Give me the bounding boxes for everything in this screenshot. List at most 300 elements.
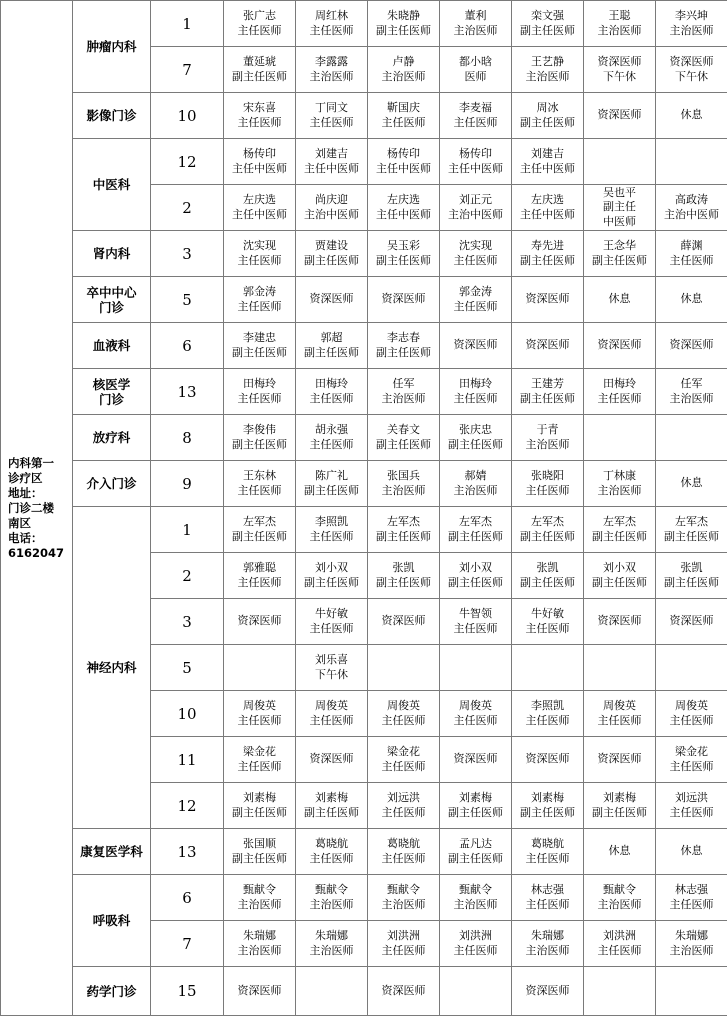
doctor-title: 副主任医师 (368, 254, 439, 269)
doctor-name: 刘正元 (440, 193, 511, 208)
doctor-title: 主任医师 (368, 714, 439, 729)
department-name-line: 肿瘤内科 (73, 39, 150, 54)
doctor-title: 主治医师 (440, 484, 511, 499)
doctor-title: 主任医师 (296, 530, 367, 545)
doctor-cell (656, 185, 727, 231)
doctor-name: 李志春 (368, 331, 439, 346)
doctor-name: 寿先进 (512, 239, 583, 254)
room-number: 2 (151, 553, 224, 599)
doctor-cell (224, 277, 296, 323)
doctor-name: 周俊英 (656, 699, 727, 714)
doctor-title: 主任中医师 (368, 208, 439, 223)
doctor-title: 副主任医师 (224, 346, 295, 361)
doctor-title: 主任医师 (656, 806, 727, 821)
department-name (73, 277, 151, 323)
doctor-cell (440, 967, 512, 1016)
doctor-cell (512, 231, 584, 277)
clinic-area-line: 南区 (8, 516, 72, 531)
doctor-cell (224, 553, 296, 599)
department-name (73, 875, 151, 967)
doctor-name: 甄献令 (440, 883, 511, 898)
table-row (1, 277, 727, 323)
doctor-name: 李照凯 (296, 515, 367, 530)
doctor-cell (440, 277, 512, 323)
table-row (1, 967, 727, 1016)
doctor-title: 主治医师 (440, 898, 511, 913)
doctor-cell (224, 139, 296, 185)
doctor-name: 张广志 (224, 9, 295, 24)
doctor-cell (440, 599, 512, 645)
doctor-name: 牛好敏 (512, 607, 583, 622)
schedule-body (1, 1, 727, 1016)
doctor-name: 田梅玲 (584, 377, 655, 392)
doctor-cell (656, 967, 727, 1016)
doctor-name: 郭雅聪 (224, 561, 295, 576)
doctor-title: 副主任医师 (440, 576, 511, 591)
doctor-cell (440, 783, 512, 829)
doctor-title: 副主任医师 (296, 484, 367, 499)
doctor-name: 宋东喜 (224, 101, 295, 116)
doctor-title: 主任医师 (368, 852, 439, 867)
doctor-title: 主任医师 (440, 300, 511, 315)
doctor-title: 副主任医师 (656, 530, 727, 545)
doctor-title: 主任医师 (368, 944, 439, 959)
doctor-name: 王艺静 (512, 55, 583, 70)
doctor-cell (656, 139, 727, 185)
doctor-cell (368, 93, 440, 139)
doctor-title: 主治医师 (368, 898, 439, 913)
department-name (73, 93, 151, 139)
doctor-cell (296, 599, 368, 645)
doctor-name: 薛渊 (656, 239, 727, 254)
doctor-cell (584, 507, 656, 553)
doctor-title: 主治医师 (296, 944, 367, 959)
doctor-title: 副主任医师 (512, 254, 583, 269)
doctor-name: 朱瑞娜 (656, 929, 727, 944)
doctor-cell (656, 783, 727, 829)
department-name-line: 肾内科 (73, 246, 150, 261)
doctor-cell (296, 507, 368, 553)
doctor-cell (440, 415, 512, 461)
doctor-cell (368, 875, 440, 921)
doctor-title: 主任医师 (296, 392, 367, 407)
room-number: 6 (151, 875, 224, 921)
doctor-name: 资深医师 (512, 984, 583, 999)
doctor-cell (656, 645, 727, 691)
doctor-cell (440, 231, 512, 277)
doctor-name: 刘洪洲 (440, 929, 511, 944)
doctor-cell (512, 875, 584, 921)
doctor-cell (224, 323, 296, 369)
doctor-name: 周俊英 (296, 699, 367, 714)
doctor-name: 刘素梅 (296, 791, 367, 806)
doctor-title: 主任医师 (440, 714, 511, 729)
doctor-title: 主治中医师 (656, 208, 727, 223)
doctor-cell (368, 1, 440, 47)
table-row (1, 1, 727, 47)
room-number: 13 (151, 829, 224, 875)
doctor-name: 张国顺 (224, 837, 295, 852)
doctor-cell (296, 369, 368, 415)
doctor-title: 副主任医师 (224, 70, 295, 85)
department-name-line: 血液科 (73, 338, 150, 353)
doctor-name: 高政涛 (656, 193, 727, 208)
doctor-title: 副主任医师 (440, 438, 511, 453)
doctor-cell (656, 875, 727, 921)
department-name (73, 415, 151, 461)
doctor-title: 副主任医师 (296, 576, 367, 591)
table-row (1, 875, 727, 921)
doctor-name: 休息 (656, 108, 727, 123)
room-number: 15 (151, 967, 224, 1016)
doctor-title: 主治医师 (296, 898, 367, 913)
doctor-name: 刘小双 (584, 561, 655, 576)
doctor-name: 左军杰 (512, 515, 583, 530)
doctor-title: 主任医师 (440, 392, 511, 407)
doctor-title-extra: 中医师 (584, 215, 655, 230)
department-name (73, 231, 151, 277)
doctor-cell (512, 93, 584, 139)
doctor-cell (296, 277, 368, 323)
doctor-title: 副主任医师 (584, 806, 655, 821)
doctor-name: 梁金花 (656, 745, 727, 760)
doctor-title: 主任医师 (296, 116, 367, 131)
doctor-name: 任军 (368, 377, 439, 392)
doctor-name: 刘素梅 (584, 791, 655, 806)
doctor-cell (368, 277, 440, 323)
doctor-title: 主任中医师 (512, 162, 583, 177)
department-name (73, 461, 151, 507)
table-row (1, 507, 727, 553)
department-name-line: 中医科 (73, 177, 150, 192)
doctor-name: 李兴坤 (656, 9, 727, 24)
doctor-name: 资深医师 (656, 55, 727, 70)
doctor-name: 资深医师 (368, 984, 439, 999)
doctor-cell (584, 645, 656, 691)
room-number: 12 (151, 139, 224, 185)
doctor-cell (656, 231, 727, 277)
doctor-title: 副主任医师 (584, 254, 655, 269)
doctor-cell (368, 461, 440, 507)
doctor-cell (440, 323, 512, 369)
doctor-name: 孟凡达 (440, 837, 511, 852)
room-number: 7 (151, 47, 224, 93)
doctor-cell (440, 185, 512, 231)
doctor-cell (584, 47, 656, 93)
doctor-title: 主治医师 (584, 898, 655, 913)
doctor-cell (368, 47, 440, 93)
doctor-name: 梁金花 (368, 745, 439, 760)
doctor-cell (584, 599, 656, 645)
doctor-cell (440, 875, 512, 921)
doctor-title: 主任医师 (368, 806, 439, 821)
doctor-title: 副主任医师 (368, 346, 439, 361)
department-name-line: 神经内科 (73, 660, 150, 675)
doctor-cell (440, 737, 512, 783)
doctor-name: 资深医师 (368, 614, 439, 629)
table-row (1, 93, 727, 139)
doctor-name: 周俊英 (224, 699, 295, 714)
doctor-cell (224, 875, 296, 921)
doctor-title: 主任中医师 (512, 208, 583, 223)
doctor-name: 刘洪洲 (584, 929, 655, 944)
doctor-name: 郝婧 (440, 469, 511, 484)
doctor-name: 葛晓航 (512, 837, 583, 852)
doctor-name: 关春文 (368, 423, 439, 438)
doctor-name: 田梅玲 (296, 377, 367, 392)
department-name-line: 影像门诊 (73, 108, 150, 123)
doctor-name: 沈实现 (440, 239, 511, 254)
doctor-name: 李麦福 (440, 101, 511, 116)
doctor-title: 副主任医师 (512, 24, 583, 39)
doctor-title: 副主任医师 (584, 576, 655, 591)
doctor-name: 资深医师 (440, 752, 511, 767)
table-row (1, 415, 727, 461)
doctor-name: 王东林 (224, 469, 295, 484)
doctor-cell (440, 93, 512, 139)
doctor-cell (512, 323, 584, 369)
doctor-name: 刘素梅 (440, 791, 511, 806)
doctor-cell (440, 139, 512, 185)
doctor-title: 主任医师 (224, 392, 295, 407)
doctor-cell (656, 507, 727, 553)
doctor-title: 副主任医师 (224, 530, 295, 545)
doctor-name: 资深医师 (584, 752, 655, 767)
doctor-name: 资深医师 (296, 292, 367, 307)
table-row (1, 369, 727, 415)
doctor-cell (512, 599, 584, 645)
doctor-name: 资深医师 (296, 752, 367, 767)
doctor-cell (584, 783, 656, 829)
doctor-name: 刘远洪 (368, 791, 439, 806)
doctor-name: 郭超 (296, 331, 367, 346)
doctor-name: 刘建吉 (512, 147, 583, 162)
department-name-line: 卒中中心 (73, 285, 150, 300)
doctor-cell (584, 415, 656, 461)
doctor-cell (512, 691, 584, 737)
doctor-cell (440, 645, 512, 691)
doctor-cell (440, 691, 512, 737)
doctor-title: 主治中医师 (440, 208, 511, 223)
table-row (1, 231, 727, 277)
doctor-name: 李俊伟 (224, 423, 295, 438)
doctor-cell (296, 553, 368, 599)
doctor-cell (368, 921, 440, 967)
doctor-cell (224, 369, 296, 415)
doctor-title: 副主任医师 (512, 392, 583, 407)
doctor-name: 王聪 (584, 9, 655, 24)
doctor-name: 王建芳 (512, 377, 583, 392)
doctor-name: 都小晗 (440, 55, 511, 70)
doctor-name: 张晓阳 (512, 469, 583, 484)
doctor-name: 葛晓航 (296, 837, 367, 852)
doctor-cell (656, 323, 727, 369)
doctor-title: 副主任医师 (296, 806, 367, 821)
doctor-title: 主任中医师 (368, 162, 439, 177)
doctor-cell (584, 691, 656, 737)
doctor-title: 主任医师 (584, 944, 655, 959)
doctor-cell (656, 1, 727, 47)
doctor-cell (296, 737, 368, 783)
doctor-name: 休息 (656, 844, 727, 859)
doctor-name: 梁金花 (224, 745, 295, 760)
doctor-title: 主任中医师 (224, 162, 295, 177)
doctor-name: 资深医师 (224, 984, 295, 999)
doctor-title: 主治医师 (368, 484, 439, 499)
doctor-cell (296, 921, 368, 967)
doctor-cell (296, 461, 368, 507)
doctor-title: 副主任医师 (512, 530, 583, 545)
doctor-name: 甄献令 (224, 883, 295, 898)
doctor-cell (656, 691, 727, 737)
doctor-name: 朱晓静 (368, 9, 439, 24)
doctor-title: 下午休 (296, 668, 367, 683)
doctor-cell (656, 461, 727, 507)
doctor-cell (584, 967, 656, 1016)
doctor-cell (512, 185, 584, 231)
doctor-name: 休息 (584, 292, 655, 307)
doctor-title: 主任中医师 (440, 162, 511, 177)
doctor-title: 主治医师 (512, 438, 583, 453)
doctor-title: 副主任 (584, 200, 655, 215)
doctor-name: 杨传印 (224, 147, 295, 162)
doctor-title: 主任医师 (224, 254, 295, 269)
doctor-title: 主治医师 (512, 70, 583, 85)
department-name (73, 507, 151, 829)
table-row (1, 323, 727, 369)
doctor-name: 郭金涛 (440, 285, 511, 300)
department-name (73, 829, 151, 875)
doctor-cell (656, 93, 727, 139)
doctor-cell (224, 185, 296, 231)
doctor-cell (296, 829, 368, 875)
doctor-name: 左庆选 (368, 193, 439, 208)
room-number: 1 (151, 1, 224, 47)
doctor-name: 资深医师 (656, 338, 727, 353)
doctor-cell (656, 829, 727, 875)
doctor-cell (656, 737, 727, 783)
doctor-title: 医师 (440, 70, 511, 85)
doctor-cell (584, 921, 656, 967)
doctor-title: 主任医师 (296, 714, 367, 729)
doctor-title: 副主任医师 (512, 116, 583, 131)
doctor-title: 副主任医师 (440, 852, 511, 867)
doctor-title: 主任医师 (656, 898, 727, 913)
doctor-name: 卢静 (368, 55, 439, 70)
doctor-cell (224, 461, 296, 507)
doctor-name: 张国兵 (368, 469, 439, 484)
doctor-name: 吴玉彩 (368, 239, 439, 254)
doctor-name: 林志强 (656, 883, 727, 898)
doctor-title: 副主任医师 (368, 576, 439, 591)
doctor-cell (656, 47, 727, 93)
doctor-cell (440, 1, 512, 47)
doctor-cell (368, 139, 440, 185)
doctor-title: 主治医师 (656, 392, 727, 407)
room-number: 3 (151, 231, 224, 277)
doctor-name: 靳国庆 (368, 101, 439, 116)
doctor-cell (224, 93, 296, 139)
doctor-title: 主任医师 (224, 714, 295, 729)
doctor-title: 主任医师 (440, 254, 511, 269)
doctor-cell (656, 599, 727, 645)
doctor-cell (296, 645, 368, 691)
doctor-name: 周俊英 (440, 699, 511, 714)
doctor-cell (440, 553, 512, 599)
doctor-name: 资深医师 (368, 292, 439, 307)
doctor-title: 副主任医师 (512, 806, 583, 821)
doctor-name: 吴也平 (584, 186, 655, 201)
room-number: 8 (151, 415, 224, 461)
department-name (73, 967, 151, 1016)
table-row (1, 829, 727, 875)
doctor-cell (656, 277, 727, 323)
department-name (73, 323, 151, 369)
doctor-title: 主治医师 (224, 898, 295, 913)
doctor-cell (296, 323, 368, 369)
clinic-area-info (1, 1, 73, 1016)
doctor-cell (512, 369, 584, 415)
doctor-title: 主任医师 (584, 714, 655, 729)
doctor-title: 主任医师 (224, 484, 295, 499)
doctor-title: 主任医师 (440, 116, 511, 131)
doctor-cell (224, 47, 296, 93)
doctor-name: 资深医师 (656, 614, 727, 629)
department-name-line: 门诊 (73, 392, 150, 407)
doctor-title: 副主任医师 (512, 576, 583, 591)
doctor-name: 甄献令 (368, 883, 439, 898)
doctor-name: 资深医师 (512, 292, 583, 307)
doctor-cell (584, 829, 656, 875)
doctor-cell (512, 553, 584, 599)
doctor-title: 主治医师 (584, 484, 655, 499)
room-number: 12 (151, 783, 224, 829)
doctor-name: 资深医师 (584, 55, 655, 70)
doctor-cell (296, 93, 368, 139)
department-name-line: 核医学 (73, 377, 150, 392)
doctor-name: 杨传印 (368, 147, 439, 162)
doctor-name: 资深医师 (584, 338, 655, 353)
doctor-name: 刘洪洲 (368, 929, 439, 944)
doctor-name: 甄献令 (296, 883, 367, 898)
doctor-title: 副主任医师 (296, 346, 367, 361)
doctor-cell (224, 829, 296, 875)
doctor-cell (656, 553, 727, 599)
doctor-cell (224, 921, 296, 967)
room-number: 1 (151, 507, 224, 553)
doctor-name: 左军杰 (224, 515, 295, 530)
doctor-title: 主治医师 (296, 70, 367, 85)
doctor-name: 周红林 (296, 9, 367, 24)
doctor-cell (512, 47, 584, 93)
doctor-cell (296, 415, 368, 461)
department-name-line: 呼吸科 (73, 913, 150, 928)
doctor-title: 主治医师 (368, 70, 439, 85)
doctor-title: 主任中医师 (224, 208, 295, 223)
room-number: 3 (151, 599, 224, 645)
doctor-title: 主任医师 (512, 714, 583, 729)
doctor-cell (296, 47, 368, 93)
doctor-name: 资深医师 (584, 614, 655, 629)
doctor-cell (584, 93, 656, 139)
doctor-cell (584, 277, 656, 323)
doctor-cell (584, 737, 656, 783)
doctor-name: 李露露 (296, 55, 367, 70)
doctor-cell (368, 783, 440, 829)
doctor-name: 林志强 (512, 883, 583, 898)
doctor-name: 陈广礼 (296, 469, 367, 484)
doctor-name: 刘素梅 (512, 791, 583, 806)
